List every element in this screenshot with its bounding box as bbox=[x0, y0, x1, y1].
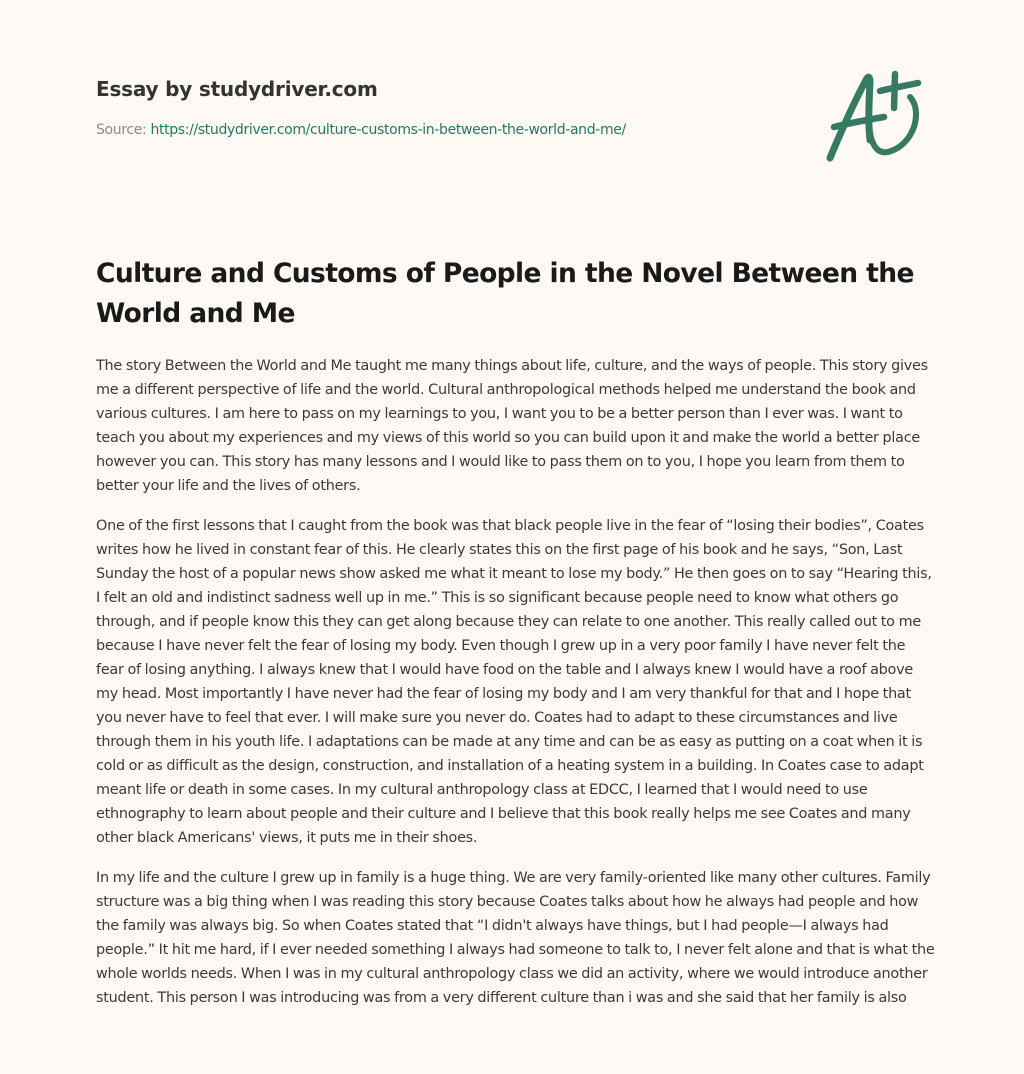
source-line bbox=[96, 120, 796, 140]
source-link[interactable]: https://studydriver.com/culture-customs-in-between-the-world-and-me/ bbox=[150, 122, 626, 138]
essay-body bbox=[96, 354, 936, 1026]
essay-paragraph: The story Between the World and Me taught me many things about life, culture, and the ways of people. This story gives me a different perspective of life and the world. Cultural anthropological methods helped me understand the book and various cultures. I am here to pass on my learnings to you, I want you to be a better person than I ever was. I want to teach you about my experiences and my views of this world so you can build upon it and make the world a better place however you can. This story has many lessons and I would like to pass them on to you, I hope you learn from them to better your life and the lives of others. bbox=[96, 358, 928, 494]
essay-paragraph: In my life and the culture I grew up in family is a huge thing. We are very family-oriented like many other cultures. Family structure was a big thing when I was reading this story because Coates talks about how he always had people and how the family was always big. So when Coates stated that “I didn't always have things, but I had people—I always had people.” It hit me hard, if I ever needed something I always had someone to talk to, I never felt alone and that is what the whole worlds needs. When I was in my cultural anthropology class we did an activity, where we would introduce another student. This person I was introducing was from a very different culture than i was and she said that her family is also bbox=[96, 870, 935, 1006]
source-label: Source: bbox=[96, 122, 151, 138]
site-title: Essay by studydriver.com bbox=[96, 77, 378, 101]
essay-header bbox=[96, 75, 796, 140]
a-plus-grade-icon bbox=[822, 66, 930, 166]
document-title: Culture and Customs of People in the Novel Between the World and Me bbox=[96, 258, 914, 329]
essay-paragraph: One of the first lessons that I caught from the book was that black people live in the fear of “losing their bodies”, Coates writes how he lived in constant fear of this. He clearly states this on the first page of his book and he says, “Son, Last Sunday the host of a popular news show asked me what it meant to lose my body.” He then goes on to say “Hearing this, I felt an old and indistinct sadness well up in me.” This is so significant because people need to know what others go through, and if people know this they can get along because they can relate to one another. This really called out to me because I have never felt the fear of losing my body. Even though I grew up in a very poor family I have never felt the fear of losing anything. I always knew that I would have food on the table and I always knew I would have a roof above my head. Most importantly I have never had the fear of losing my body and I am very thankful for that and I hope that you never have to feel that ever. I will make sure you never do. Coates had to adapt to these circumstances and live through them in his youth life. I adaptations can be made at any time and can be as easy as putting on a coat when it is cold or as difficult as the design, construction, and installation of a heating system in a building. In Coates case to adapt meant life or death in some cases. In my cultural anthropology class at EDCC, I learned that I would need to use ethnography to learn about people and their culture and I believe that this book really helps me see Coates and many other black Americans' views, it puts me in their shoes. bbox=[96, 518, 932, 846]
